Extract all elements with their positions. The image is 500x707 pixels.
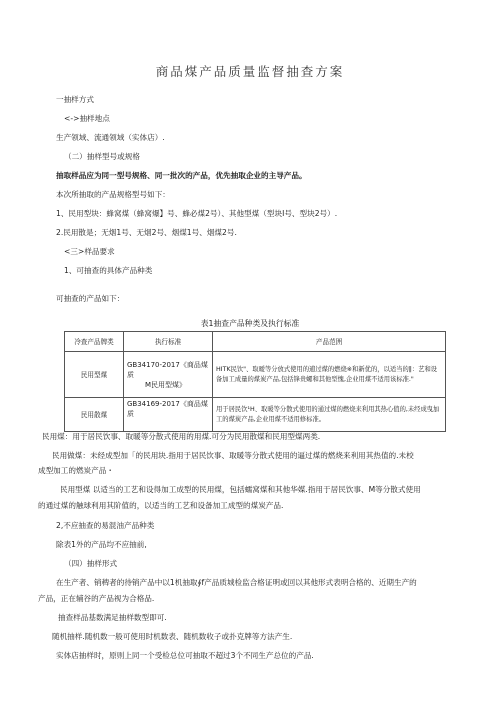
paragraph-form-2: 产品，正在辅谷的产品视为合格品. xyxy=(38,594,155,603)
header-scope: 产品范囲 xyxy=(213,332,446,352)
standard-line-a: GB34170-2017《商品煤质 xyxy=(127,360,208,379)
paragraph-products-intro: 可抽查的产品如下： xyxy=(56,294,125,303)
subsection-sampling-location: <->抽样地点 xyxy=(64,114,110,123)
document-title: 商品煤产品质量监督抽查方案 xyxy=(155,64,345,79)
paragraph-model-intro: 本次所抽取的产品规格型号如下： xyxy=(56,190,170,199)
cell-scope: HITK民饮"、取暧等分放式使用的逋过煤的燃烧※和新优的，以适当的‖：艺和设备加工成量的煤炭产品,包括锋贵螺和其他型愧,企业用煤不适用该标准." xyxy=(213,352,446,398)
standard-line-a: GB34169-2017《商品煤质 xyxy=(127,400,208,418)
cell-standard xyxy=(124,398,213,432)
item-product-types: 1、可抽查的具体产品种类 xyxy=(64,266,153,275)
header-category: 冷查产品牌类 xyxy=(65,332,124,352)
table-row xyxy=(65,352,446,398)
table-caption: 表1抽查产品种类及执行标准 xyxy=(200,319,300,328)
table-header-row xyxy=(65,332,446,352)
cell-category: 民用散煤 xyxy=(65,398,124,432)
paragraph-briquette-2: 的通过煤的触球利用其阶值的，以适当的工艺和设备加工成型的煤炭产品. xyxy=(38,501,284,510)
table-row xyxy=(65,398,446,432)
header-standard: 执行标准 xyxy=(124,332,213,352)
paragraph-briquette-1: 民用型煤 以适当的工艺和设得加工成型的民用煤，包括蠕窝煤和其他华媒.指用于居民饮事、M等分散式使用 xyxy=(60,485,421,494)
paragraph-store-sampling: 实体店抽样时，原则上同一个受检总位可抽取不超过3个不同生产总位的产品. xyxy=(56,651,314,660)
cell-category: 民用型煤 xyxy=(65,352,124,398)
section-sampling-method: 一抽样方式 xyxy=(56,95,94,104)
paragraph-excluded: 除表1外的产品均不应抽前, xyxy=(56,540,147,549)
paragraph-loose-coal-2: 成型加工的燃炭产品・ xyxy=(38,466,114,475)
paragraph-model-2: 2.民用散是；无烟1号、无烟2号、烟煤1号、烟煤2号. xyxy=(56,228,237,237)
cell-scope: 用于居民饮¹H、取暖等分散式使用的通过煤的燃烧来利用其热心值的,未经成曳加工的煤炭产品,企业用煤不适用修标准。 xyxy=(213,398,446,432)
paragraph-location: 生产领域、流通领域（实体店）. xyxy=(56,133,165,142)
paragraph-civil-coal: 民用煤：用于居民饮事、取暖等分散式使用的用煤.可分为民用散煤和民用型煤两类. xyxy=(42,432,321,441)
paragraph-random: 随机抽样.随机数一般可使用时机数表、随机数收子或扑克牌等方法产生. xyxy=(52,632,293,641)
product-standard-table xyxy=(64,331,446,432)
paragraph-sample-rule: 抽取样品应为同一型号规格、同一批次的产品，优先抽取企业的主导产品。 xyxy=(56,171,307,180)
subsection-model-spec: （二）抽样型号或规格 xyxy=(64,152,140,161)
paragraph-model-1: 1、民用型块：蜂窝煤（蜂窝爆】号、蜂必煤2号）、其他型煤（型块I号、型块2号）. xyxy=(56,209,338,218)
subsection-sampling-form: （四）抽样形式 xyxy=(64,559,118,568)
standard-line-b: M民用型煤》 xyxy=(145,380,187,389)
paragraph-loose-coal-1: 民用做煤：未经成型加「的民用块.指用于居民饮事、取暖等分散式使用的逼过煤的燃烧来利用其热值的.未校 xyxy=(52,451,414,460)
subsection-sample-requirements: <三>样品要求 xyxy=(64,247,115,256)
paragraph-form-1: 在生产者、销稗者的待销产品中以1机抽取∮f产品质城检监合格证明或回以其他形式表明合格的、近期生产的 xyxy=(56,578,417,587)
item-excluded-types: 2,不应抽查的易混油产品种类 xyxy=(56,521,155,530)
paragraph-base-count: 抽查样品基数满足抽样数型即可. xyxy=(58,613,167,622)
cell-standard xyxy=(124,352,213,398)
